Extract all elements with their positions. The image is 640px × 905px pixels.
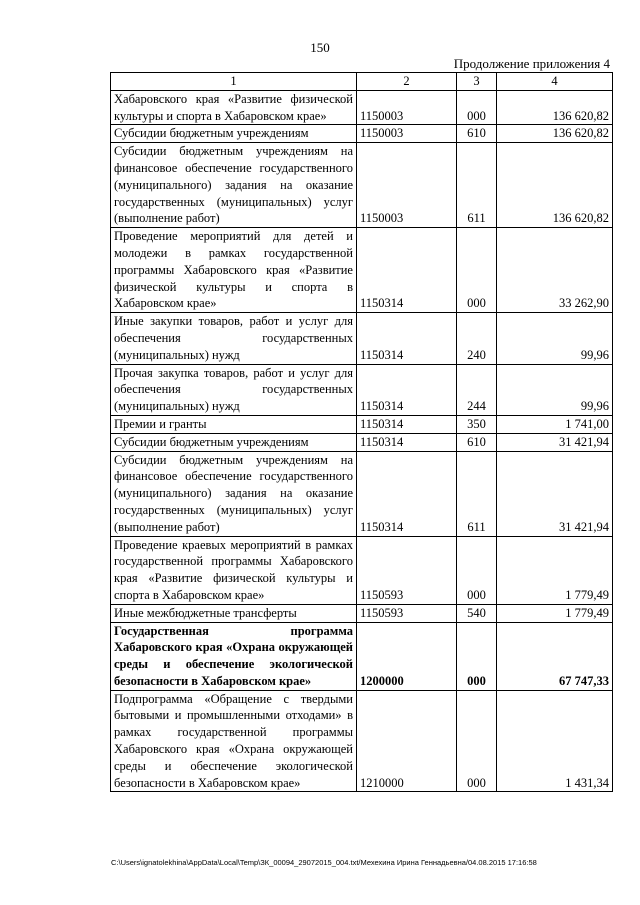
table-row [111, 690, 613, 792]
header-col-4: 4 [497, 73, 613, 91]
row-amount: 136 620,82 [497, 143, 613, 228]
row-code: 1150593 [357, 536, 457, 604]
row-amount: 1 431,34 [497, 690, 613, 792]
file-path-footer: C:\Users\ignatolekhina\AppData\Local\Temp\ЗК_00094_29072015_004.txt/Мехехина Ирина Геннадьевна/04.08.2015 17:16:58 [111, 858, 537, 867]
row-code: 1150314 [357, 313, 457, 364]
row-code: 1210000 [357, 690, 457, 792]
row-code: 1150593 [357, 604, 457, 622]
row-amount: 1 779,49 [497, 604, 613, 622]
row-code: 1150314 [357, 228, 457, 313]
row-code: 1150003 [357, 90, 457, 125]
row-type: 000 [457, 228, 497, 313]
row-name: Проведение мероприятий для детей и молодежи в рамках государственной программы Хабаровского края «Развитие физической культуры и спорта в Хабаровском крае» [111, 228, 357, 313]
row-code: 1150314 [357, 433, 457, 451]
table-row [111, 433, 613, 451]
table-row [111, 622, 613, 690]
table-row [111, 313, 613, 364]
row-type: 610 [457, 433, 497, 451]
row-code: 1150314 [357, 451, 457, 536]
row-type: 611 [457, 143, 497, 228]
header-col-3: 3 [457, 73, 497, 91]
row-name: Государственная программа Хабаровского края «Охрана окружающей среды и обеспечение экологической безопасности в Хабаровском крае» [111, 622, 357, 690]
table-header-row [111, 73, 613, 91]
row-name: Субсидии бюджетным учреждениям [111, 433, 357, 451]
row-amount: 1 779,49 [497, 536, 613, 604]
budget-table [110, 72, 613, 792]
row-name: Субсидии бюджетным учреждениям на финансовое обеспечение государственного (муниципального) задания на оказание государственных (муниципальных) услуг (выполнение работ) [111, 451, 357, 536]
row-type: 000 [457, 690, 497, 792]
table-row [111, 451, 613, 536]
row-amount: 33 262,90 [497, 228, 613, 313]
table-row [111, 604, 613, 622]
row-amount: 67 747,33 [497, 622, 613, 690]
row-name: Иные закупки товаров, работ и услуг для обеспечения государственных (муниципальных) нужд [111, 313, 357, 364]
row-name: Субсидии бюджетным учреждениям на финансовое обеспечение государственного (муниципального) задания на оказание государственных (муниципальных) услуг (выполнение работ) [111, 143, 357, 228]
row-code: 1150003 [357, 143, 457, 228]
row-type: 540 [457, 604, 497, 622]
row-name: Иные межбюджетные трансферты [111, 604, 357, 622]
row-code: 1200000 [357, 622, 457, 690]
row-type: 611 [457, 451, 497, 536]
row-code: 1150314 [357, 364, 457, 415]
row-type: 000 [457, 90, 497, 125]
row-type: 240 [457, 313, 497, 364]
row-code: 1150314 [357, 415, 457, 433]
row-type: 244 [457, 364, 497, 415]
page-number: 150 [310, 40, 330, 55]
header-col-1: 1 [111, 73, 357, 91]
row-name: Хабаровского края «Развитие физической культуры и спорта в Хабаровском крае» [111, 90, 357, 125]
header-col-2: 2 [357, 73, 457, 91]
row-amount: 136 620,82 [497, 90, 613, 125]
table-row [111, 228, 613, 313]
row-type: 000 [457, 536, 497, 604]
row-name: Проведение краевых мероприятий в рамках государственной программы Хабаровского края «Развитие физической культуры и спорта в Хабаровском крае» [111, 536, 357, 604]
table-row [111, 143, 613, 228]
row-type: 350 [457, 415, 497, 433]
table-row [111, 536, 613, 604]
row-name: Субсидии бюджетным учреждениям [111, 125, 357, 143]
row-code: 1150003 [357, 125, 457, 143]
table-row [111, 415, 613, 433]
row-amount: 99,96 [497, 364, 613, 415]
row-name: Подпрограмма «Обращение с твердыми бытовыми и промышленными отходами» в рамках государственной программы Хабаровского края «Охрана окружающей среды и обеспечение экологической безопасности в Хабаровском крае» [111, 690, 357, 792]
row-name: Премии и гранты [111, 415, 357, 433]
row-amount: 31 421,94 [497, 433, 613, 451]
row-amount: 99,96 [497, 313, 613, 364]
continuation-caption: Продолжение приложения 4 [453, 56, 610, 71]
row-type: 610 [457, 125, 497, 143]
row-amount: 31 421,94 [497, 451, 613, 536]
table-row [111, 364, 613, 415]
table-row [111, 125, 613, 143]
row-amount: 1 741,00 [497, 415, 613, 433]
row-amount: 136 620,82 [497, 125, 613, 143]
table-row [111, 90, 613, 125]
row-type: 000 [457, 622, 497, 690]
row-name: Прочая закупка товаров, работ и услуг для обеспечения государственных (муниципальных) нужд [111, 364, 357, 415]
